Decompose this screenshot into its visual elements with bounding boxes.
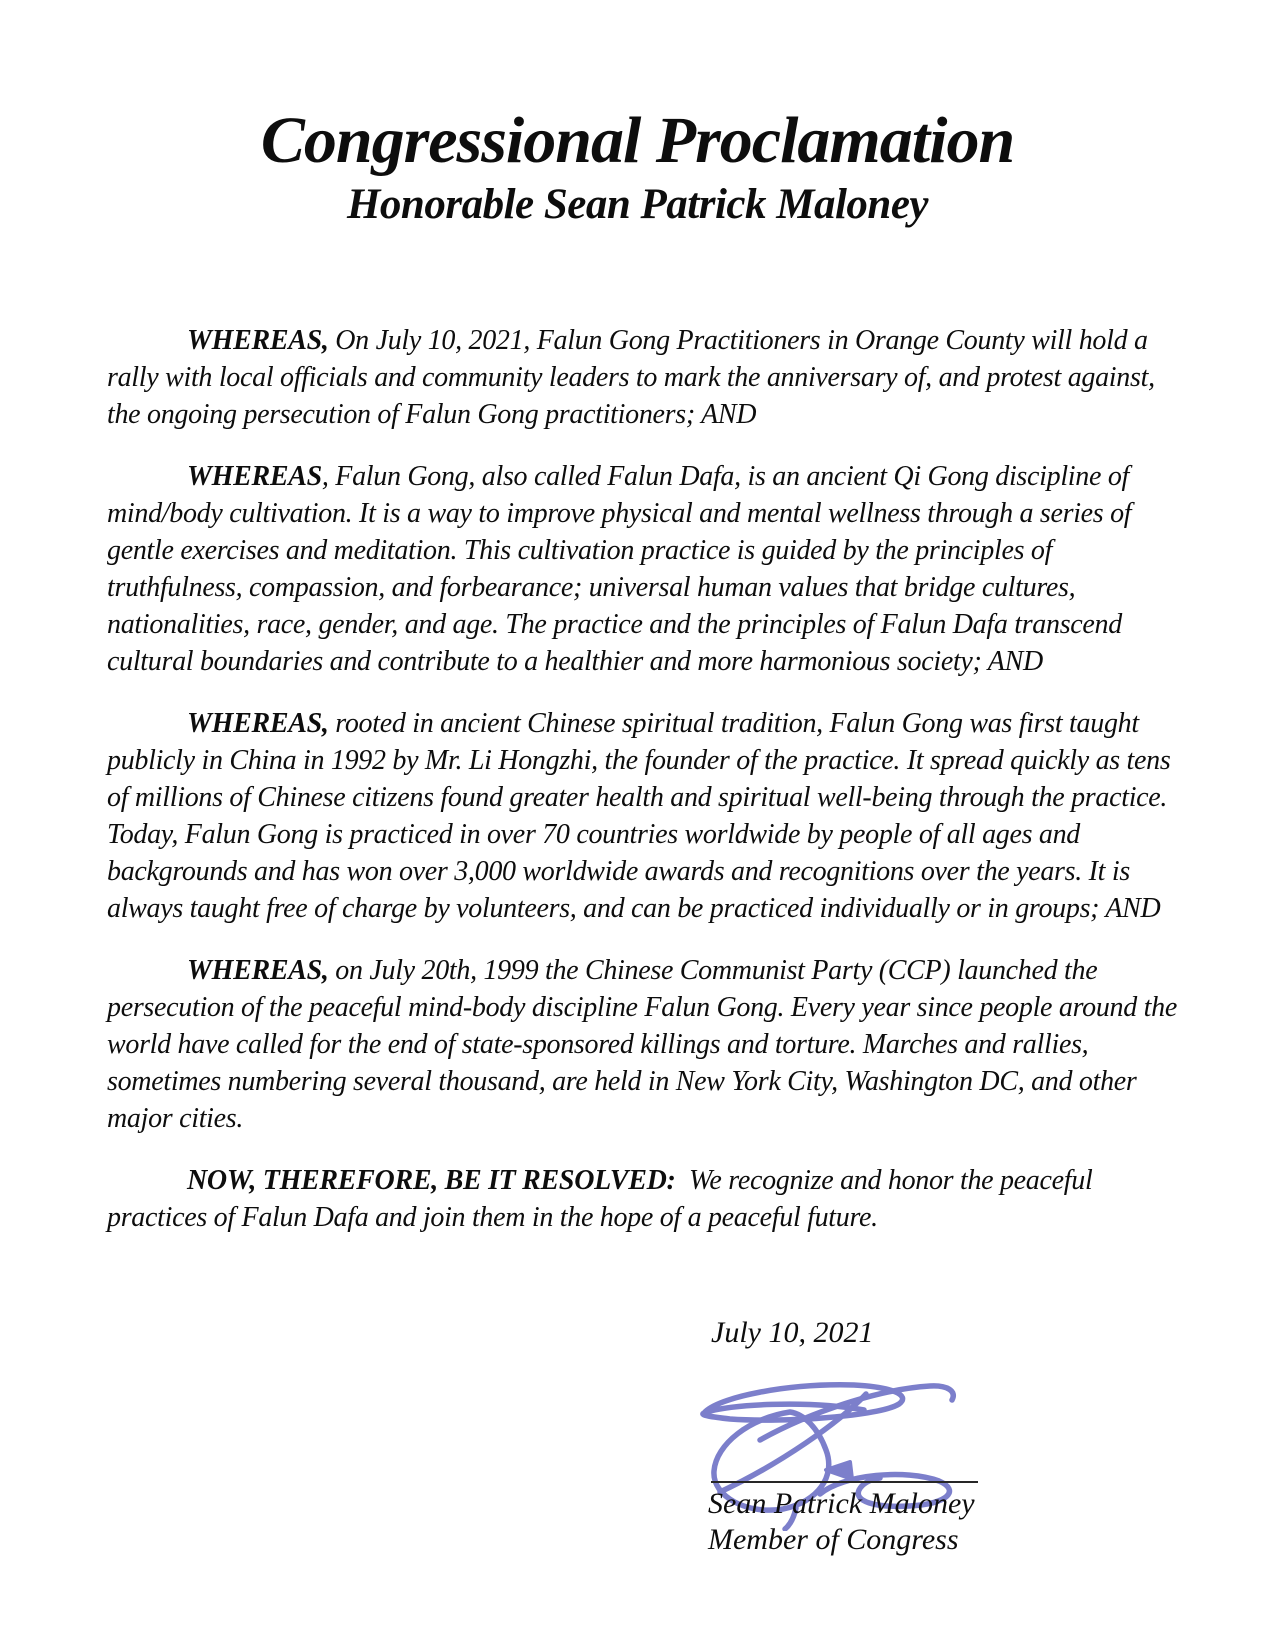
whereas-lead-4: WHEREAS,	[187, 955, 329, 986]
document-body	[107, 322, 1177, 1261]
document-title: Congressional Proclamation	[260, 104, 1015, 177]
document-subtitle: Honorable Sean Patrick Maloney	[346, 180, 929, 228]
whereas-lead-3: WHEREAS,	[187, 708, 329, 739]
signatory-title: Member of Congress	[708, 1523, 959, 1556]
resolution-paragraph	[107, 1162, 1177, 1236]
whereas-paragraph-2	[107, 458, 1177, 680]
document-header	[0, 104, 1275, 229]
whereas-text-3: rooted in ancient Chinese spiritual tradition, Falun Gong was first taught publicly in China in 1992 by Mr. Li Hongzhi, the founder of the practice. It spread quickly as tens of millions of Chinese citizens found greater health and spiritual well-being through the practice. Today, Falun Gong is practiced in over 70 countries worldwide by people of all ages and backgrounds and has won over 3,000 worldwide awards and recognitions over the years. It is always taught free of charge by volunteers, and can be practiced individually or in groups; AND	[107, 708, 1171, 924]
whereas-text-1: On July 10, 2021, Falun Gong Practitioners in Orange County will hold a rally with local officials and community leaders to mark the anniversary of, and protest against, the ongoing persecution of Falun Gong practitioners; AND	[107, 325, 1155, 430]
signature-line	[711, 1481, 978, 1483]
resolution-text: We recognize and honor the peaceful practices of Falun Dafa and join them in the hope of a peaceful future.	[107, 1165, 1093, 1233]
whereas-lead-2: WHEREAS	[187, 461, 322, 492]
whereas-paragraph-1	[107, 322, 1177, 433]
resolution-lead: NOW, THEREFORE, BE IT RESOLVED:	[187, 1165, 676, 1196]
signatory-name: Sean Patrick Maloney	[708, 1487, 975, 1520]
whereas-paragraph-3	[107, 705, 1177, 927]
whereas-lead-1: WHEREAS,	[187, 325, 329, 356]
whereas-text-4: on July 20th, 1999 the Chinese Communist Party (CCP) launched the persecution of the peaceful mind-body discipline Falun Gong. Every year since people around the world have called for the end of state-sponsored killings and torture. Marches and rallies, sometimes numbering several thousand, are held in New York City, Washington DC, and other major cities.	[107, 955, 1177, 1134]
date-line: July 10, 2021	[711, 1316, 874, 1349]
whereas-text-2: , Falun Gong, also called Falun Dafa, is an ancient Qi Gong discipline of mind/body cultivation. It is a way to improve physical and mental wellness through a series of gentle exercises and meditation. This cultivation practice is guided by the principles of truthfulness, compassion, and forbearance; universal human values that bridge cultures, nationalities, race, gender, and age. The practice and the principles of Falun Dafa transcend cultural boundaries and contribute to a healthier and more harmonious society; AND	[107, 461, 1132, 677]
whereas-paragraph-4	[107, 952, 1177, 1137]
